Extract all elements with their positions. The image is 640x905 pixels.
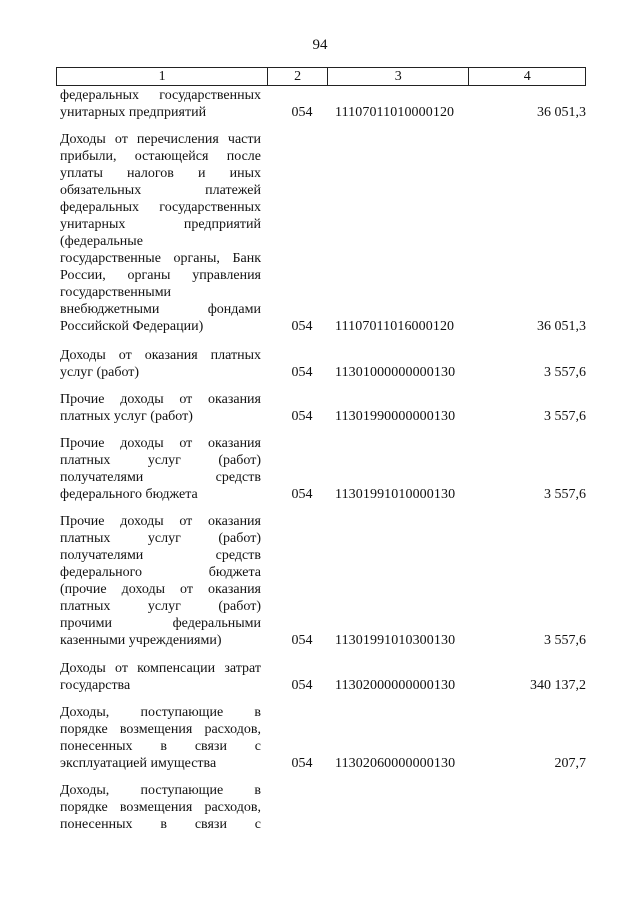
description-line: федеральных государственных bbox=[60, 200, 261, 215]
row-description bbox=[60, 513, 261, 649]
description-line: платных услуг (работ) bbox=[60, 531, 261, 546]
description-line: государственными bbox=[60, 285, 172, 300]
row-description bbox=[60, 131, 261, 335]
table-header bbox=[56, 67, 586, 86]
description-line: получателями средств bbox=[60, 470, 261, 485]
page-number: 94 bbox=[312, 37, 328, 53]
description-line: порядке возмещения расходов, bbox=[60, 800, 261, 815]
description-line: федеральных государственных bbox=[60, 88, 261, 103]
row-amount: 3 557,6 bbox=[544, 365, 586, 380]
description-line: понесенных в связи с bbox=[60, 739, 261, 754]
row-code: 054 bbox=[291, 365, 313, 380]
description-line: государства bbox=[60, 678, 131, 693]
row-kbk: 11302000000000130 bbox=[335, 678, 456, 693]
description-line: внебюджетными фондами bbox=[60, 302, 261, 317]
description-line: Российской Федерации) bbox=[60, 319, 204, 334]
row-kbk: 11301991010000130 bbox=[335, 487, 456, 502]
description-line: Доходы, поступающие в bbox=[60, 705, 261, 720]
row-description bbox=[60, 87, 261, 121]
row-code: 054 bbox=[291, 487, 313, 502]
row-amount: 340 137,2 bbox=[530, 678, 586, 693]
description-line: унитарных предприятий bbox=[60, 217, 261, 232]
description-line: (федеральные bbox=[60, 234, 143, 249]
description-line: Прочие доходы от оказания bbox=[60, 392, 261, 407]
row-amount: 36 051,3 bbox=[537, 105, 586, 120]
description-line: прочими федеральными bbox=[60, 616, 261, 631]
description-line: федерального бюджета bbox=[60, 565, 261, 580]
description-line: понесенных в связи с bbox=[60, 817, 261, 832]
row-kbk: 11301991010300130 bbox=[335, 633, 456, 648]
description-line: (прочие доходы от оказания bbox=[60, 582, 261, 597]
row-amount: 3 557,6 bbox=[544, 409, 586, 424]
description-line: Доходы от компенсации затрат bbox=[60, 661, 261, 676]
description-line: Доходы от перечисления части bbox=[60, 132, 261, 147]
description-line: платных услуг (работ) bbox=[60, 453, 261, 468]
description-line: государственные органы, Банк bbox=[60, 251, 261, 266]
row-description bbox=[60, 782, 261, 833]
row-kbk: 11301990000000130 bbox=[335, 409, 456, 424]
row-code: 054 bbox=[291, 105, 313, 120]
header-col-2: 2 bbox=[268, 68, 328, 85]
description-line: платных услуг (работ) bbox=[60, 409, 193, 424]
description-line: порядке возмещения расходов, bbox=[60, 722, 261, 737]
row-kbk: 11302060000000130 bbox=[335, 756, 456, 771]
description-line: Прочие доходы от оказания bbox=[60, 514, 261, 529]
row-description bbox=[60, 347, 261, 381]
row-code: 054 bbox=[291, 678, 313, 693]
row-amount: 3 557,6 bbox=[544, 633, 586, 648]
description-line: России, органы управления bbox=[60, 268, 261, 283]
row-code: 054 bbox=[291, 409, 313, 424]
description-line: платных услуг (работ) bbox=[60, 599, 261, 614]
description-line: Доходы от оказания платных bbox=[60, 348, 261, 363]
description-line: федерального бюджета bbox=[60, 487, 198, 502]
row-code: 054 bbox=[291, 319, 313, 334]
description-line: эксплуатацией имущества bbox=[60, 756, 217, 771]
header-col-3: 3 bbox=[328, 68, 469, 85]
description-line: получателями средств bbox=[60, 548, 261, 563]
row-code: 054 bbox=[291, 633, 313, 648]
description-line: уплаты налогов и иных bbox=[60, 166, 261, 181]
description-line: услуг (работ) bbox=[60, 365, 140, 380]
row-description bbox=[60, 435, 261, 503]
description-line: Прочие доходы от оказания bbox=[60, 436, 261, 451]
description-line: прибыли, остающейся после bbox=[60, 149, 261, 164]
header-col-1: 1 bbox=[57, 68, 268, 85]
header-col-4: 4 bbox=[523, 69, 531, 84]
row-amount: 207,7 bbox=[554, 756, 586, 771]
row-description bbox=[60, 391, 261, 425]
row-description bbox=[60, 660, 261, 694]
row-code: 054 bbox=[291, 756, 313, 771]
row-kbk: 11301000000000130 bbox=[335, 365, 456, 380]
row-kbk: 11107011016000120 bbox=[335, 319, 455, 334]
row-amount: 36 051,3 bbox=[537, 319, 586, 334]
description-line: унитарных предприятий bbox=[60, 105, 207, 120]
row-kbk: 11107011010000120 bbox=[335, 105, 455, 120]
description-line: обязательных платежей bbox=[60, 183, 261, 198]
description-line: Доходы, поступающие в bbox=[60, 783, 261, 798]
row-description bbox=[60, 704, 261, 772]
description-line: казенными учреждениями) bbox=[60, 633, 222, 648]
row-amount: 3 557,6 bbox=[544, 487, 586, 502]
